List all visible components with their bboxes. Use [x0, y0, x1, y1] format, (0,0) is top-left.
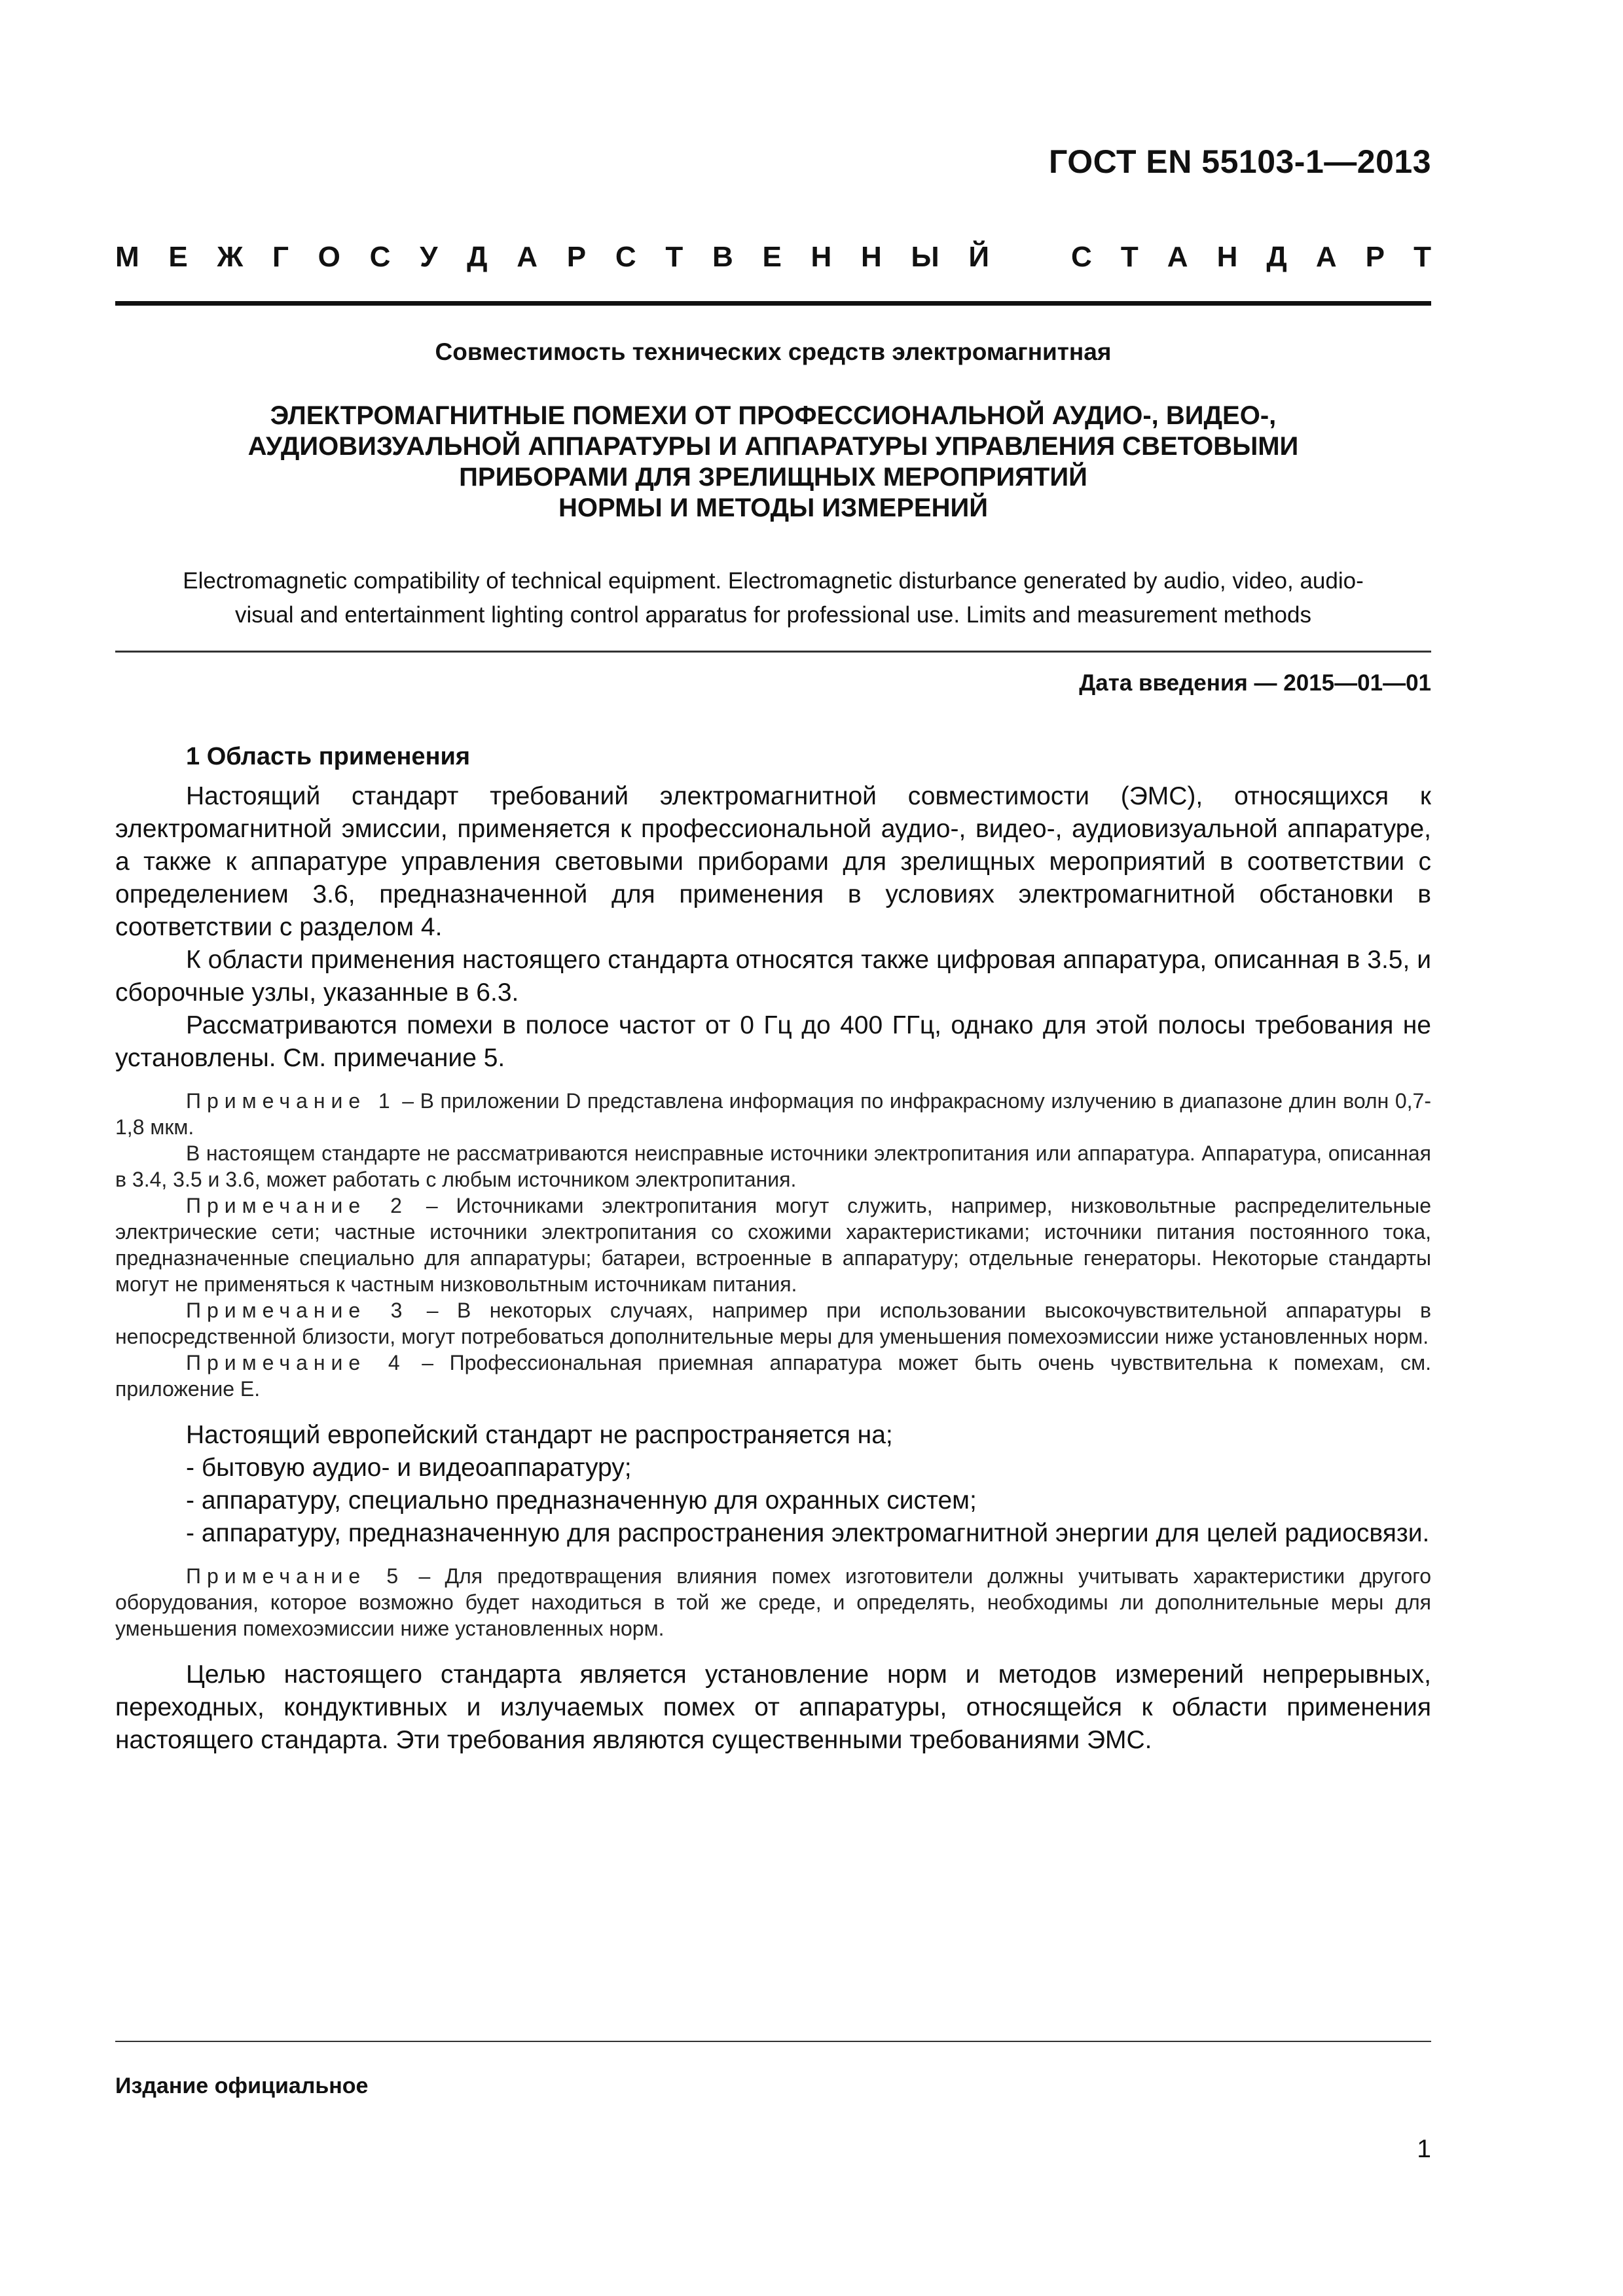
banner-letter: Д [467, 241, 488, 273]
banner-letter: О [318, 241, 340, 273]
paragraph: Рассматриваются помехи в полосе частот от 0 Гц до 400 ГГц, однако для этой полосы требования не установлены. См. примечание 5. [115, 1011, 1431, 1072]
banner-letter: А [517, 241, 538, 273]
title-en-line: Electromagnetic compatibility of technical equipment. Electromagnetic disturbance generated by audio, video, audio- [183, 568, 1364, 594]
note-text: – Для предотвращения влияния помех изготовители должны учитывать характеристики другого оборудования, которое возможно будет находиться в той же среде, и определять, необходимы ли дополнительные меры для уменьшения помехоэмиссии ниже установленных норм. [115, 1564, 1432, 1640]
banner-letter: М [115, 241, 139, 273]
banner-letter: Т [665, 241, 684, 273]
banner-letter: Е [762, 241, 782, 273]
document-subtitle: Совместимость технических средств электромагнитная [435, 338, 1112, 365]
banner-letter: А [1167, 241, 1188, 273]
banner-letter: Ж [217, 241, 244, 273]
banner-letter: Т [1120, 241, 1139, 273]
title-ru-line: ЭЛЕКТРОМАГНИТНЫЕ ПОМЕХИ ОТ ПРОФЕССИОНАЛЬНОЙ АУДИО-, ВИДЕО-, [270, 401, 1277, 430]
banner-letter: Н [861, 241, 882, 273]
banner-letter: Й [968, 241, 989, 273]
banner-letter: В [712, 241, 733, 273]
banner-letter: Д [1266, 241, 1287, 273]
note-label: Примечание 1 [186, 1089, 396, 1113]
note-label: Примечание 2 [186, 1194, 408, 1217]
note-label: Примечание 4 [186, 1351, 406, 1374]
interstate-standard-banner [115, 241, 1431, 274]
note-text: – В приложении D представлена информация по инфракрасному излучению в диапазоне длин волн 0,7-1,8 мкм. [115, 1089, 1432, 1139]
list-item: - аппаратуру, предназначенную для распространения электромагнитной энергии для целей радиосвязи. [186, 1519, 1430, 1547]
note-1-continuation: В настоящем стандарте не рассматриваются неисправные источники электропитания или аппаратура. Аппаратура, описанная в 3.4, 3.5 и 3.6, может работать с любым источником электропитания. [115, 1141, 1431, 1191]
banner-letter: С [369, 241, 391, 273]
banner-letter: У [420, 241, 438, 273]
banner-letter: А [1315, 241, 1337, 273]
list-item: - бытовую аудио- и видеоаппаратуру; [186, 1454, 632, 1482]
title-english [115, 564, 1431, 632]
note-3 [115, 1297, 1431, 1350]
banner-letter: Н [1216, 241, 1238, 273]
introduction-date: Дата введения — 2015—01—01 [1079, 670, 1431, 696]
note-1 [115, 1088, 1431, 1140]
standard-word [1071, 241, 1431, 274]
banner-letter: Е [168, 241, 188, 273]
list-item: - аппаратуру, специально предназначенную для охранных систем; [186, 1486, 977, 1515]
interstate-word [115, 241, 989, 274]
banner-letter: Т [1413, 241, 1431, 273]
note-label: Примечание 3 [186, 1299, 409, 1322]
note-text: – В некоторых случаях, например при использовании высокочувствительной аппаратуры в непосредственной близости, могут потребоваться дополнительные меры для уменьшения помехоэмиссии ниже установленных норм. [115, 1299, 1432, 1348]
paragraph: Настоящий европейский стандарт не распространяется на; [186, 1421, 893, 1449]
title-russian [115, 401, 1431, 524]
document-number: ГОСТ EN 55103-1—2013 [1049, 143, 1431, 180]
note-text: – Источниками электропитания могут служить, например, низковольтные распределительные электрические сети; частные источники электропитания со схожими характеристиками; источники питания постоянного тока, предназначенные специально для аппаратуры; батареи, встроенные в аппаратуру; отдельные генераторы. Некоторые стандарты могут не применяться к частным низковольтным источникам питания. [115, 1194, 1432, 1296]
paragraph: Настоящий стандарт требований электромагнитной совместимости (ЭМС), относящихся к электромагнитной эмиссии, применяется к профессиональной аудио-, видео-, аудиовизуальной аппаратуре, а также к аппаратуре управления световыми приборами для зрелищных мероприятий в соответствии с определением 3.6, предназначенной для применения в условиях электромагнитной обстановки в соответствии с разделом 4. [115, 782, 1431, 941]
banner-letter: Р [566, 241, 587, 273]
page-number: 1 [1417, 2135, 1431, 2163]
footer-rule [115, 2041, 1431, 2042]
section-heading: 1 Область применения [186, 743, 471, 770]
paragraph: К области применения настоящего стандарта относятся также цифровая аппаратура, описанная в 3.5, и сборочные узлы, указанные в 6.3. [115, 946, 1431, 1007]
note-label: Примечание 5 [186, 1564, 405, 1588]
banner-letter: С [1071, 241, 1092, 273]
title-ru-line: НОРМЫ И МЕТОДЫ ИЗМЕРЕНИЙ [558, 493, 988, 522]
banner-letter: Ы [911, 241, 939, 273]
title-en-line: visual and entertainment lighting control apparatus for professional use. Limits and measurement methods [235, 602, 1311, 628]
edition-label: Издание официальное [115, 2073, 369, 2098]
banner-letter: Р [1365, 241, 1385, 273]
title-ru-line: АУДИОВИЗУАЛЬНОЙ АППАРАТУРЫ И АППАРАТУРЫ УПРАВЛЕНИЯ СВЕТОВЫМИ [247, 432, 1299, 461]
note-2 [115, 1193, 1431, 1297]
title-ru-line: ПРИБОРАМИ ДЛЯ ЗРЕЛИЩНЫХ МЕРОПРИЯТИЙ [459, 463, 1087, 492]
banner-letter: Н [811, 241, 832, 273]
note-text: – Профессиональная приемная аппаратура может быть очень чувствительна к помехам, см. приложение E. [115, 1351, 1432, 1401]
title-rule [115, 651, 1431, 653]
header-rule [115, 301, 1431, 306]
note-5 [115, 1563, 1431, 1641]
banner-letter: С [615, 241, 636, 273]
banner-letter: Г [272, 241, 289, 273]
paragraph: Целью настоящего стандарта является установление норм и методов измерений непрерывных, переходных, кондуктивных и излучаемых помех от аппаратуры, относящейся к области применения настоящего стандарта. Эти требования являются существенными требованиями ЭМС. [115, 1660, 1431, 1754]
note-4 [115, 1350, 1431, 1402]
section-scope [115, 743, 1431, 1757]
